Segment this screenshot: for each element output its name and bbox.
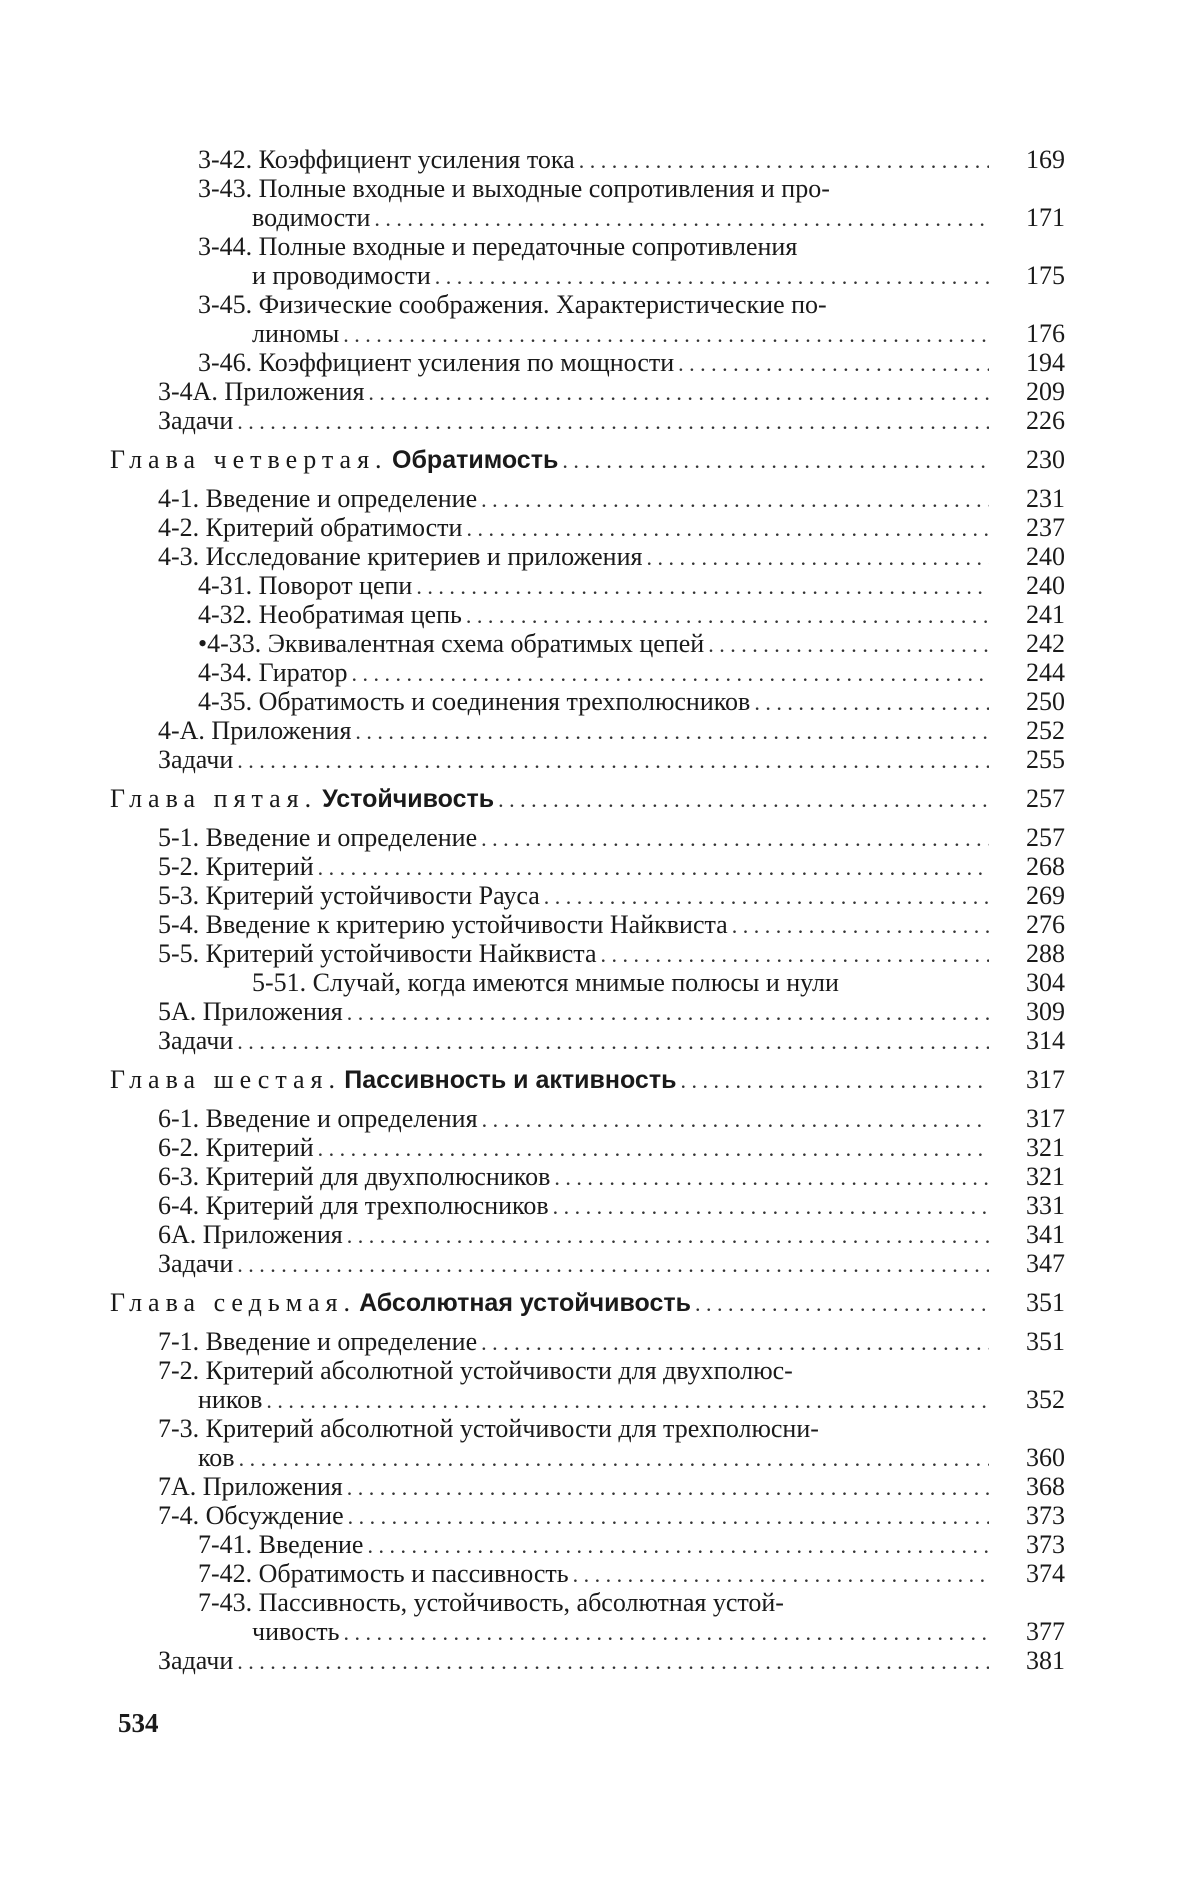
page-number: 534 [118, 1708, 159, 1738]
toc-entry [110, 203, 1065, 232]
entry-page-number: 288 [1026, 939, 1065, 968]
entry-page-number: 268 [1026, 852, 1065, 881]
entry-title: 5-2. Критерий [158, 852, 314, 881]
toc-entry [110, 823, 1065, 852]
toc-entry [110, 1530, 1065, 1559]
toc-entry [110, 716, 1065, 745]
entry-title: 3-46. Коэффициент усиления по мощности [198, 348, 675, 377]
toc-entry [110, 600, 1065, 629]
chapter-number: Глава пятая. [110, 784, 318, 813]
toc-entry [110, 1443, 1065, 1472]
toc-chapter-heading [110, 1065, 1065, 1094]
dot-leader [732, 911, 989, 940]
entry-title: 3-4А. Приложения [158, 377, 365, 406]
entry-title: водимости [252, 203, 371, 232]
entry-page-number: 257 [1026, 823, 1065, 852]
toc-entry [110, 910, 1065, 939]
entry-title: Задачи [158, 406, 234, 435]
dot-leader [237, 1250, 989, 1279]
dot-leader [347, 998, 989, 1027]
entry-page-number: 351 [1026, 1288, 1065, 1317]
dot-leader [544, 882, 989, 911]
toc-entry [110, 174, 1065, 203]
entry-title: 6-2. Критерий [158, 1133, 314, 1162]
entry-page-number: 240 [1026, 571, 1065, 600]
toc-entry [110, 1385, 1065, 1414]
entry-title: •4-33. Эквивалентная схема обратимых цепей [198, 629, 705, 658]
toc-entry [110, 542, 1065, 571]
toc-entry [110, 1327, 1065, 1356]
entry-title: 3-44. Полные входные и передаточные сопротивления [198, 232, 798, 261]
entry-title: 5-3. Критерий устойчивости Рауса [158, 881, 540, 910]
dot-leader [680, 1066, 989, 1095]
entry-title: 7-4. Обсуждение [158, 1501, 344, 1530]
entry-title: 4-34. Гиратор [198, 658, 348, 687]
toc-entry [110, 939, 1065, 968]
entry-page-number: 373 [1026, 1501, 1065, 1530]
dot-leader [266, 1386, 989, 1415]
entry-page-number: 269 [1026, 881, 1065, 910]
entry-page-number: 304 [1026, 968, 1065, 997]
dot-leader [553, 1192, 989, 1221]
entry-page-number: 242 [1026, 629, 1065, 658]
entry-title: Задачи [158, 1646, 234, 1675]
entry-page-number: 252 [1026, 716, 1065, 745]
entry-page-number: 257 [1026, 784, 1065, 813]
entry-page-number: 241 [1026, 600, 1065, 629]
dot-leader [573, 1560, 989, 1589]
entry-title: 5-4. Введение к критерию устойчивости Найквиста [158, 910, 728, 939]
toc-entry [110, 1646, 1065, 1675]
toc-entry [110, 1026, 1065, 1055]
dot-leader [481, 1328, 989, 1357]
chapter-title: Устойчивость [322, 785, 495, 813]
entry-page-number: 321 [1026, 1162, 1065, 1191]
entry-page-number: 341 [1026, 1220, 1065, 1249]
toc-entry [110, 881, 1065, 910]
entry-title: 7-41. Введение [198, 1530, 364, 1559]
entry-page-number: 314 [1026, 1026, 1065, 1055]
entry-page-number: 317 [1026, 1104, 1065, 1133]
dot-leader [466, 514, 989, 543]
dot-leader [237, 1647, 989, 1676]
toc-entry [110, 406, 1065, 435]
dot-leader [368, 378, 989, 407]
toc-entry [110, 232, 1065, 261]
entry-page-number: 368 [1026, 1472, 1065, 1501]
entry-title: 4-3. Исследование критериев и приложения [158, 542, 643, 571]
toc-entry [110, 1249, 1065, 1278]
chapter-title: Обратимость [392, 446, 559, 474]
entry-title: 3-42. Коэффициент усиления тока [198, 145, 575, 174]
toc-entry [110, 484, 1065, 513]
entry-title: 3-43. Полные входные и выходные сопротивления и про- [198, 174, 830, 203]
entry-title: 5-51. Случай, когда имеются мнимые полюсы и нули [252, 968, 839, 997]
toc-entry [110, 1133, 1065, 1162]
toc-entry [110, 1559, 1065, 1588]
entry-title: 5А. Приложения [158, 997, 343, 1026]
dot-leader [237, 407, 989, 436]
dot-leader [708, 630, 989, 659]
dot-leader [374, 204, 989, 233]
entry-page-number: 237 [1026, 513, 1065, 542]
toc-entry [110, 1472, 1065, 1501]
dot-leader [695, 1289, 989, 1318]
dot-leader [554, 1163, 989, 1192]
toc-entry [110, 687, 1065, 716]
toc-entry [110, 1414, 1065, 1443]
entry-title: 4-1. Введение и определение [158, 484, 478, 513]
dot-leader [367, 1531, 989, 1560]
entry-title: линомы [252, 319, 340, 348]
toc-chapter-heading [110, 1288, 1065, 1317]
entry-title: 4-31. Поворот цепи [198, 571, 413, 600]
entry-page-number: 176 [1026, 319, 1065, 348]
entry-page-number: 352 [1026, 1385, 1065, 1414]
dot-leader [481, 485, 989, 514]
dot-leader [678, 349, 989, 378]
entry-page-number: 351 [1026, 1327, 1065, 1356]
dot-leader [481, 824, 989, 853]
chapter-title: Абсолютная устойчивость [359, 1289, 691, 1317]
dot-leader [237, 1027, 989, 1056]
table-of-contents [110, 145, 1065, 1675]
chapter-number: Глава седьмая. [110, 1288, 356, 1317]
entry-title: Задачи [158, 745, 234, 774]
entry-title: 5-1. Введение и определение [158, 823, 478, 852]
toc-entry [110, 1501, 1065, 1530]
entry-page-number: 347 [1026, 1249, 1065, 1278]
entry-title: 6-4. Критерий для трехполюсников [158, 1191, 549, 1220]
toc-entry [110, 968, 1065, 997]
dot-leader [343, 320, 989, 349]
dot-leader [466, 601, 989, 630]
dot-leader [239, 1444, 989, 1473]
entry-page-number: 276 [1026, 910, 1065, 939]
entry-page-number: 373 [1026, 1530, 1065, 1559]
dot-leader [646, 543, 989, 572]
entry-title: ков [198, 1443, 235, 1472]
entry-page-number: 194 [1026, 348, 1065, 377]
toc-entry [110, 658, 1065, 687]
dot-leader [355, 717, 989, 746]
entry-title: и проводимости [252, 261, 431, 290]
dot-leader [482, 1105, 989, 1134]
entry-page-number: 321 [1026, 1133, 1065, 1162]
entry-page-number: 240 [1026, 542, 1065, 571]
entry-page-number: 360 [1026, 1443, 1065, 1472]
toc-entry [110, 348, 1065, 377]
entry-title: 6А. Приложения [158, 1220, 343, 1249]
entry-title: 7-43. Пассивность, устойчивость, абсолютная устой- [198, 1588, 784, 1617]
dot-leader [416, 572, 989, 601]
dot-leader [600, 940, 989, 969]
entry-title: 5-5. Критерий устойчивости Найквиста [158, 939, 597, 968]
entry-page-number: 175 [1026, 261, 1065, 290]
toc-entry [110, 1191, 1065, 1220]
entry-title: 7-3. Критерий абсолютной устойчивости для трехполюсни- [158, 1414, 819, 1443]
dot-leader [318, 1134, 989, 1163]
entry-page-number: 377 [1026, 1617, 1065, 1646]
dot-leader [347, 1473, 989, 1502]
entry-title: чивость [252, 1617, 340, 1646]
toc-entry [110, 852, 1065, 881]
entry-page-number: 374 [1026, 1559, 1065, 1588]
entry-title: ников [198, 1385, 263, 1414]
toc-entry [110, 1588, 1065, 1617]
entry-page-number: 226 [1026, 406, 1065, 435]
dot-leader [579, 146, 989, 175]
entry-page-number: 171 [1026, 203, 1065, 232]
dot-leader [352, 659, 990, 688]
toc-entry [110, 571, 1065, 600]
chapter-title: Пассивность и активность [344, 1066, 677, 1094]
dot-leader [498, 785, 989, 814]
dot-leader [237, 746, 989, 775]
entry-page-number: 230 [1026, 445, 1065, 474]
dot-leader [562, 446, 989, 475]
entry-page-number: 244 [1026, 658, 1065, 687]
toc-entry [110, 1617, 1065, 1646]
entry-title: Задачи [158, 1026, 234, 1055]
entry-page-number: 231 [1026, 484, 1065, 513]
entry-title: 6-3. Критерий для двухполюсников [158, 1162, 551, 1191]
toc-entry [110, 145, 1065, 174]
entry-page-number: 317 [1026, 1065, 1065, 1094]
entry-title: 4-32. Необратимая цепь [198, 600, 462, 629]
chapter-number: Глава шестая. [110, 1065, 341, 1094]
entry-title: 7-1. Введение и определение [158, 1327, 478, 1356]
toc-entry [110, 319, 1065, 348]
entry-title: 7А. Приложения [158, 1472, 343, 1501]
chapter-number: Глава четвертая. [110, 445, 388, 474]
dot-leader [347, 1221, 989, 1250]
entry-page-number: 381 [1026, 1646, 1065, 1675]
toc-entry [110, 629, 1065, 658]
entry-title: 7-42. Обратимость и пассивность [198, 1559, 569, 1588]
dot-leader [348, 1502, 989, 1531]
entry-page-number: 255 [1026, 745, 1065, 774]
entry-page-number: 309 [1026, 997, 1065, 1026]
toc-entry [110, 1162, 1065, 1191]
toc-entry [110, 997, 1065, 1026]
entry-title: 6-1. Введение и определения [158, 1104, 478, 1133]
toc-entry [110, 377, 1065, 406]
toc-entry [110, 745, 1065, 774]
dot-leader [435, 262, 989, 291]
toc-entry [110, 261, 1065, 290]
toc-entry [110, 290, 1065, 319]
entry-title: 4-А. Приложения [158, 716, 352, 745]
entry-title: 3-45. Физические соображения. Характеристические по- [198, 290, 827, 319]
toc-chapter-heading [110, 784, 1065, 813]
entry-page-number: 250 [1026, 687, 1065, 716]
entry-page-number: 331 [1026, 1191, 1065, 1220]
entry-page-number: 169 [1026, 145, 1065, 174]
entry-title: 7-2. Критерий абсолютной устойчивости для двухполюс- [158, 1356, 793, 1385]
toc-entry [110, 513, 1065, 542]
dot-leader [754, 688, 989, 717]
toc-entry [110, 1104, 1065, 1133]
entry-title: 4-35. Обратимость и соединения трехполюсников [198, 687, 751, 716]
toc-entry [110, 1356, 1065, 1385]
entry-page-number: 209 [1026, 377, 1065, 406]
entry-title: 4-2. Критерий обратимости [158, 513, 463, 542]
dot-leader [344, 1618, 990, 1647]
entry-title: Задачи [158, 1249, 234, 1278]
toc-entry [110, 1220, 1065, 1249]
dot-leader [318, 853, 989, 882]
toc-chapter-heading [110, 445, 1065, 474]
